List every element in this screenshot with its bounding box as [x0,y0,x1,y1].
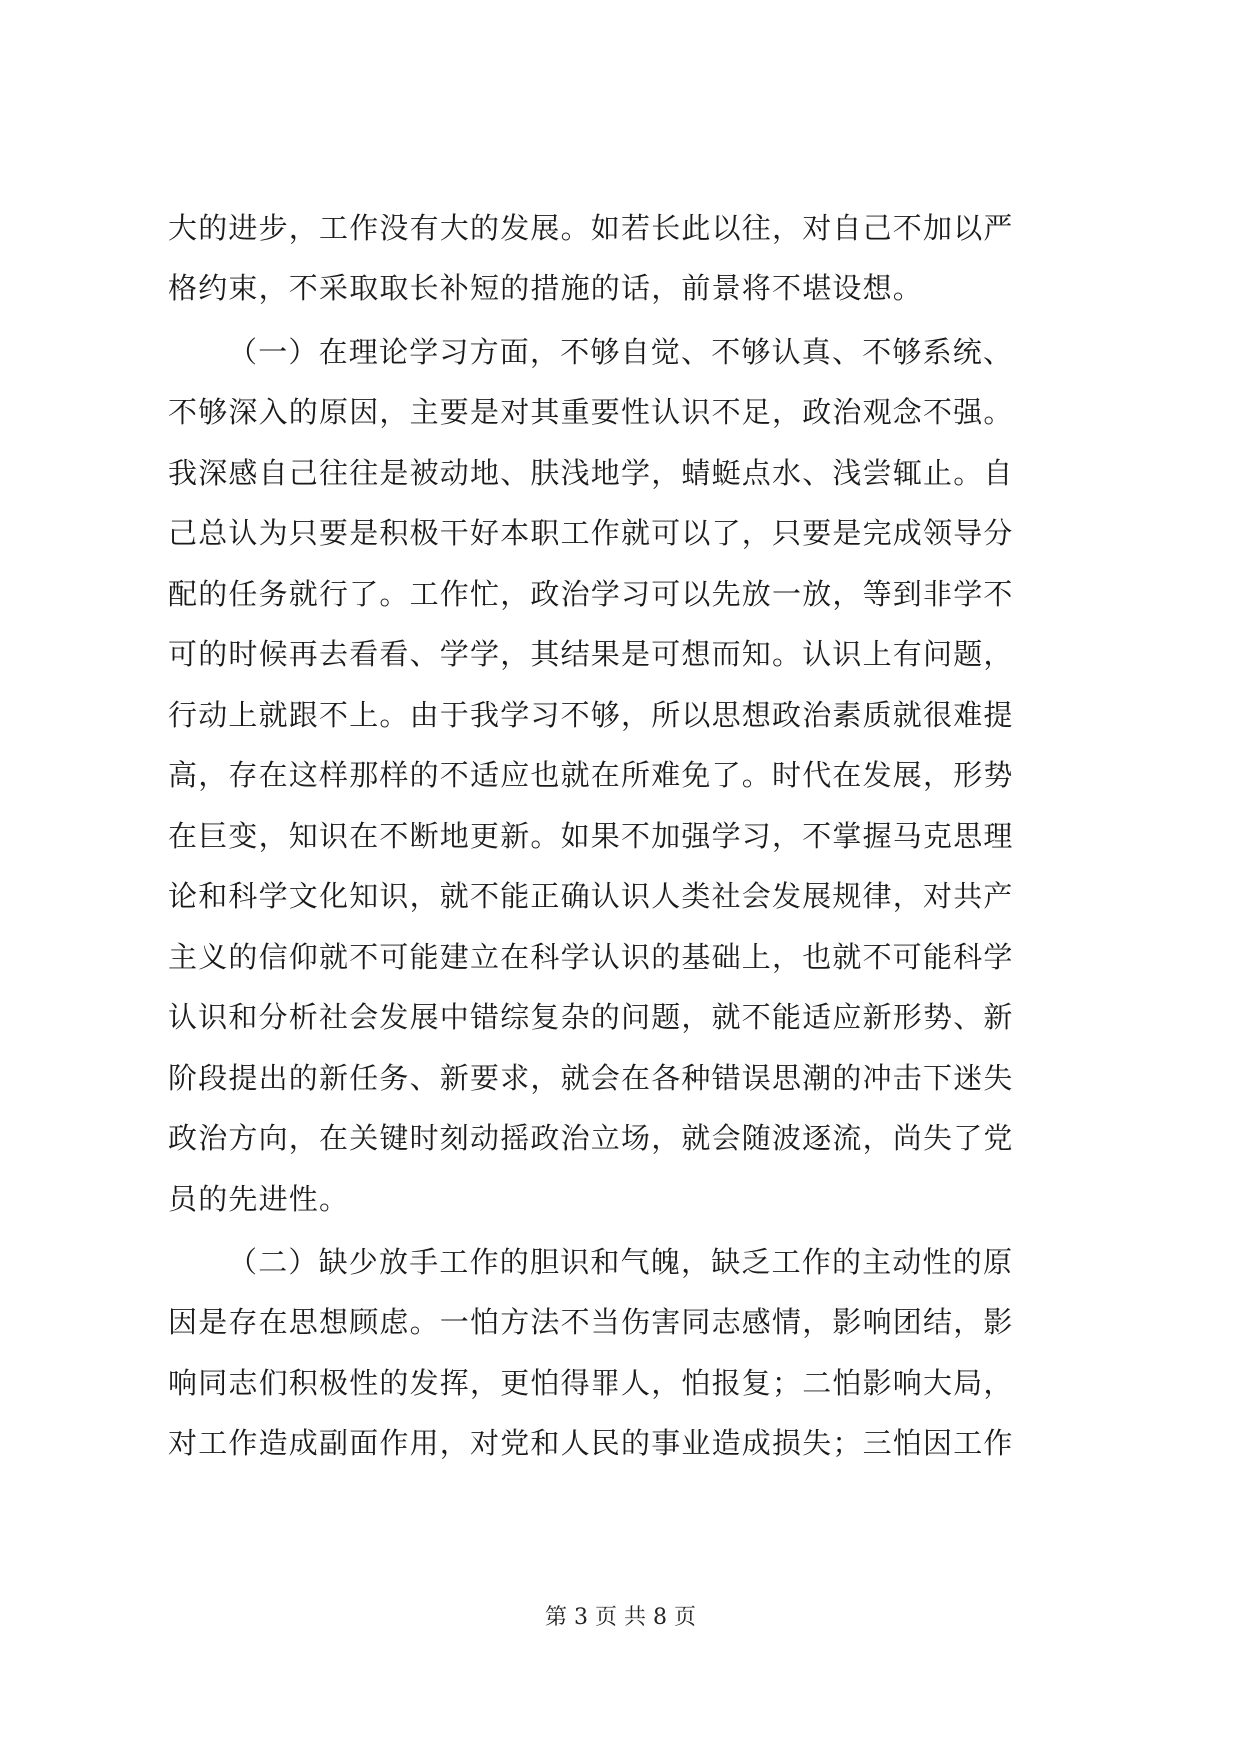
body-line-5: 我深感自己往往是被动地、肤浅地学，蜻蜓点水、浅尝辄止。自 [168,456,1014,490]
page-number-footer: 第 3 页 共 8 页 [545,1605,696,1630]
body-line-13: 主义的信仰就不可能建立在科学认识的基础上，也就不可能科学 [168,940,1014,974]
body-line-19: 因是存在思想顾虑。一怕方法不当伤害同志感情，影响团结，影 [168,1305,1014,1339]
body-line-15: 阶段提出的新任务、新要求，就会在各种错误思潮的冲击下迷失 [168,1061,1014,1095]
paragraph-1-first-line: （一）在理论学习方面，不够自觉、不够认真、不够系统、 [228,335,1014,369]
paragraph-2-first-line: （二）缺少放手工作的胆识和气魄，缺乏工作的主动性的原 [228,1245,1014,1279]
body-line-7: 配的任务就行了。工作忙，政治学习可以先放一放，等到非学不 [168,577,1014,611]
body-line-6: 己总认为只要是积极干好本职工作就可以了，只要是完成领导分 [168,516,1014,550]
body-line-16: 政治方向，在关键时刻动摇政治立场，就会随波逐流，尚失了党 [168,1121,1014,1155]
body-line-20: 响同志们积极性的发挥，更怕得罪人，怕报复；二怕影响大局， [168,1366,1014,1400]
body-line-14: 认识和分析社会发展中错综复杂的问题，就不能适应新形势、新 [168,1000,1014,1034]
body-line-17: 员的先进性。 [168,1182,350,1216]
body-line-21: 对工作造成副面作用，对党和人民的事业造成损失；三怕因工作 [168,1426,1014,1460]
body-line-2: 格约束，不采取取长补短的措施的话，前景将不堪设想。 [168,271,924,305]
body-line-4: 不够深入的原因，主要是对其重要性认识不足，政治观念不强。 [168,395,1014,429]
body-line-1: 大的进步，工作没有大的发展。如若长此以往，对自己不加以严 [168,211,1014,245]
body-line-12: 论和科学文化知识，就不能正确认识人类社会发展规律，对共产 [168,879,1014,913]
body-line-8: 可的时候再去看看、学学，其结果是可想而知。认识上有问题， [168,637,1014,671]
body-line-10: 高，存在这样那样的不适应也就在所难免了。时代在发展，形势 [168,758,1014,792]
body-line-11: 在巨变，知识在不断地更新。如果不加强学习，不掌握马克思理 [168,819,1014,853]
body-line-9: 行动上就跟不上。由于我学习不够，所以思想政治素质就很难提 [168,698,1014,732]
